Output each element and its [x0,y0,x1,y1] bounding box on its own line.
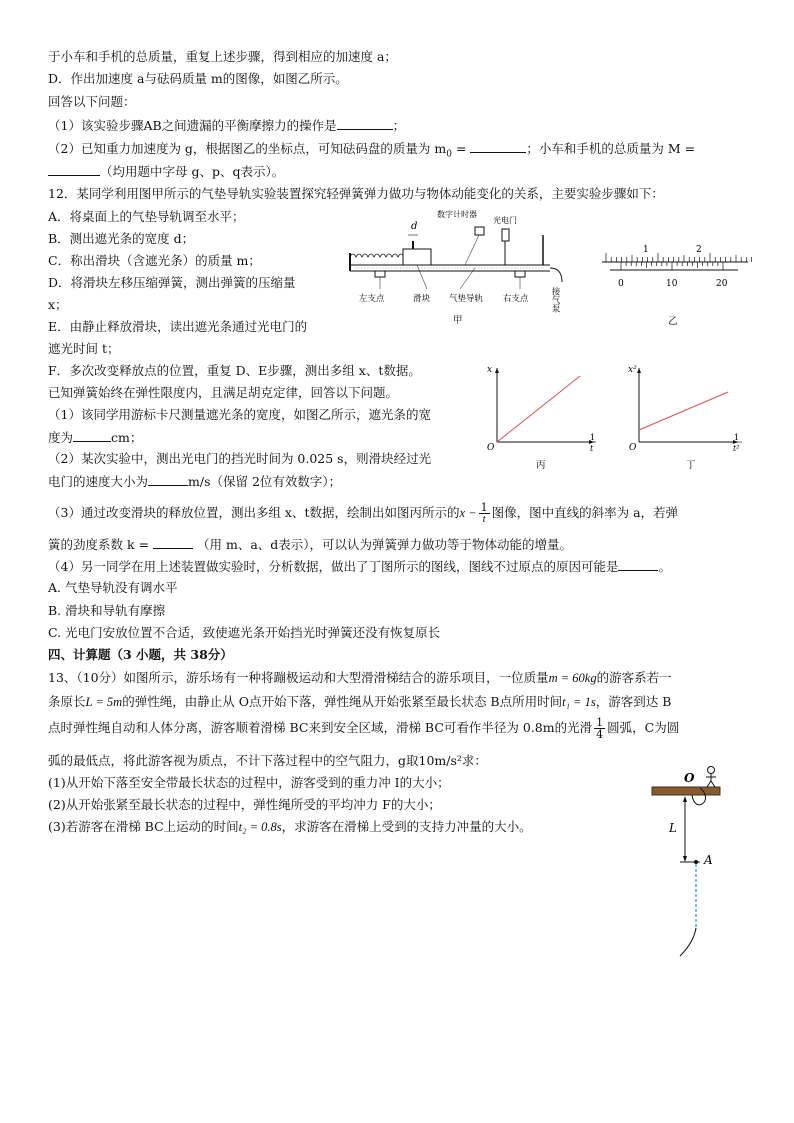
text-line: （2）某次实验中，测出光电门的挡光时间为 0.025 s，则滑块经过光 [48,451,432,466]
pump-label: 接气泵 [550,287,560,313]
text-line [48,117,405,134]
timer-box [475,227,484,235]
answer-blank[interactable] [48,163,100,176]
sub-question: (2)从开始张紧至最长状态的过程中，弹性绳所受的平均冲力 F的大小； [48,797,441,812]
text-line: B．测出遮光条的宽度 d； [48,231,195,246]
denominator: t [482,513,486,525]
math: L = 5m [85,695,123,709]
text-line: 已知弹簧始终在弹性限度内，且满足胡克定律，回答以下问题。 [48,385,399,400]
platform [652,787,720,795]
text-line [48,473,341,490]
text: 的弹性绳，由静止从 O点开始下落，弹性绳从开始张紧至最长状态 B点所用时间 [122,694,563,709]
label-O: O [684,771,695,785]
left-support [375,271,385,277]
sub-question [48,819,532,835]
figure-bungee [640,760,740,960]
vernier-tick-label: 0 [618,279,624,289]
math: t₁ = 1s [562,695,596,709]
text-line: 回答以下问题： [48,94,136,109]
d-label: d [411,221,418,232]
figure-caption: 乙 [668,316,678,327]
right-support-label: 右支点 [503,294,529,304]
text-line: 于小车和手机的总质量，重复上述步骤，得到相应的加速度 a； [48,49,397,64]
figure-caption: 甲 [453,315,463,326]
vernier-ticks [621,262,723,270]
origin-label: O [629,443,637,453]
question-heading: 12．某同学利用图甲所示的气垫导轨实验装置探究轻弹簧弹力做功与物体动能变化的关系，主要实验步骤如下： [48,186,664,201]
figure-bing-graph [482,362,602,474]
subscript: 0 [446,149,452,160]
text-line: x； [48,297,68,312]
text: cm； [111,430,143,445]
label-L: L [669,821,677,835]
y-label: x² [628,365,637,375]
text: 簧的劲度系数 k = [48,537,149,552]
text: = [452,141,471,156]
text-line [48,558,671,575]
numerator: 1 [480,501,488,514]
text-line [48,163,284,180]
right-support [515,271,525,277]
option-c: C. 光电门安放位置不合适，致使遮光条开始挡光时弹簧还没有恢复原长 [48,625,441,640]
text-line: D．作出加速度 a与砝码质量 m的图像，如图乙所示。 [48,71,348,86]
x-label-den: t [590,444,594,453]
math: x − [459,506,477,520]
figure-caption: 丙 [536,460,546,471]
answer-blank[interactable] [73,429,111,442]
figure-air-track [345,205,570,330]
text: 圆弧，C为圆 [607,720,680,735]
text: 13、（10分）如图所示，游乐场有一种将蹦极运动和大型滑滑梯结合的游乐项目，一位质量 [48,670,549,685]
answer-blank[interactable] [337,117,393,130]
text-line: E．由静止释放滑块，读出遮光条通过光电门的 [48,319,308,334]
point-A [694,860,698,864]
text-line: （1）该同学用游标卡尺测量遮光条的宽度，如图乙所示，遮光条的宽 [48,407,431,422]
spring [350,254,410,257]
y-label: x [487,365,493,375]
answer-blank[interactable] [470,140,526,153]
x-label-num: 1 [734,433,740,442]
data-line [497,376,580,442]
answer-blank[interactable] [148,473,188,486]
denominator: 4 [596,728,604,741]
text: （用 m、a、d表示），可以认为弹簧弹力做功等于物体动能的增量。 [197,537,573,552]
math: m = 60kg [548,671,597,685]
main-scale-ticks [606,253,752,262]
figure-ding-graph [624,362,754,474]
text-line: C．称出滑块（含遮光条）的质量 m； [48,253,261,268]
data-line [639,392,728,430]
text: （1）该实验步骤AB之间遗漏的平衡摩擦力的操作是 [48,118,337,133]
option-b: B. 滑块和导轨有摩擦 [48,603,166,618]
text: ，游客到达 B [595,694,672,709]
text-line: D．将滑块左移压缩弹簧，测出弹簧的压缩量 [48,275,296,290]
text: (3)若游客在滑梯 BC上运动的时间 [48,819,239,834]
slider-block [403,249,431,265]
text: 条原长 [48,694,86,709]
figure-caption: 丁 [686,460,696,471]
text: 电门的速度大小为 [48,474,149,489]
main-tick-label: 1 [643,245,649,255]
text: m/s（保留 2位有效数字）； [188,474,342,489]
text-line [48,500,678,526]
text: （3）通过改变滑块的释放位置，测出多组 x、t数据，绘制出如图丙所示的 [48,505,460,520]
slide-curve [680,928,696,956]
text-line: 遮光时间 t； [48,341,120,356]
sub-question: (1)从开始下落至安全带最长状态的过程中，游客受到的重力冲 I的大小； [48,775,450,790]
timer-label: 数字计时器 [437,210,477,219]
vernier-tick-label: 10 [666,279,678,289]
math: t₂ = 0.8s [238,820,282,834]
text: （2）已知重力加速度为 g，根据图乙的坐标点，可知砝码盘的质量为 m [48,141,447,156]
text-line: 弧的最低点，将此游客视为质点，不计下落过程中的空气阻力，g取10m/s²求： [48,753,487,768]
answer-blank[interactable] [618,558,658,571]
vernier-tick-label: 20 [716,279,728,289]
gate-label: 光电门 [493,216,517,225]
text-line [48,429,142,446]
fraction-one-over-t [479,502,490,525]
text: ，求游客在滑梯上受到的支持力冲量的大小。 [281,819,532,834]
text-line [48,140,695,163]
answer-blank[interactable] [153,536,193,549]
pump-tube [550,268,562,282]
person-body [706,774,716,787]
section-heading: 四、计算题（3 小题，共 38分） [48,647,233,662]
text-line [48,536,572,553]
figure-vernier [598,238,758,328]
text: ； [392,118,406,133]
text-line [48,714,679,742]
label-A: A [704,853,713,867]
person-head [708,767,715,774]
text-line: F．多次改变释放点的位置，重复 D、E步骤，测出多组 x、t数据。 [48,363,421,378]
text: ；小车和手机的总质量为 M = [526,141,696,156]
track-label: 气垫导轨 [449,294,484,304]
text-line [48,670,672,686]
x-label-den: t² [733,444,740,453]
left-support-label: 左支点 [359,294,385,304]
fraction-quarter [594,717,605,740]
text: 度为 [48,430,74,445]
text-line: A．将桌面上的气垫导轨调至水平； [48,209,245,224]
text: （4）另一同学在用上述装置做实验时，分析数据，做出了丁图所示的图线，图线不过原点的原因可能是 [48,559,619,574]
slider-label: 滑块 [413,294,431,304]
numerator: 1 [596,716,604,729]
origin-label: O [487,443,495,453]
x-label-num: 1 [590,433,596,442]
text: 图像，图中直线的斜率为 a，若弹 [491,505,679,520]
main-tick-label: 2 [696,245,702,255]
text-line [48,694,671,710]
text: 。 [658,559,671,574]
text: 点时弹性绳自动和人体分离，游客顺着滑梯 BC来到安全区域，滑梯 BC可看作半径为 0.8m的光滑 [48,720,593,735]
text: 的游客系若一 [596,670,672,685]
option-a: A. 气垫导轨没有调水平 [48,580,178,595]
photogate [502,229,509,241]
text: （均用题中字母 g、p、q表示）。 [100,164,285,179]
